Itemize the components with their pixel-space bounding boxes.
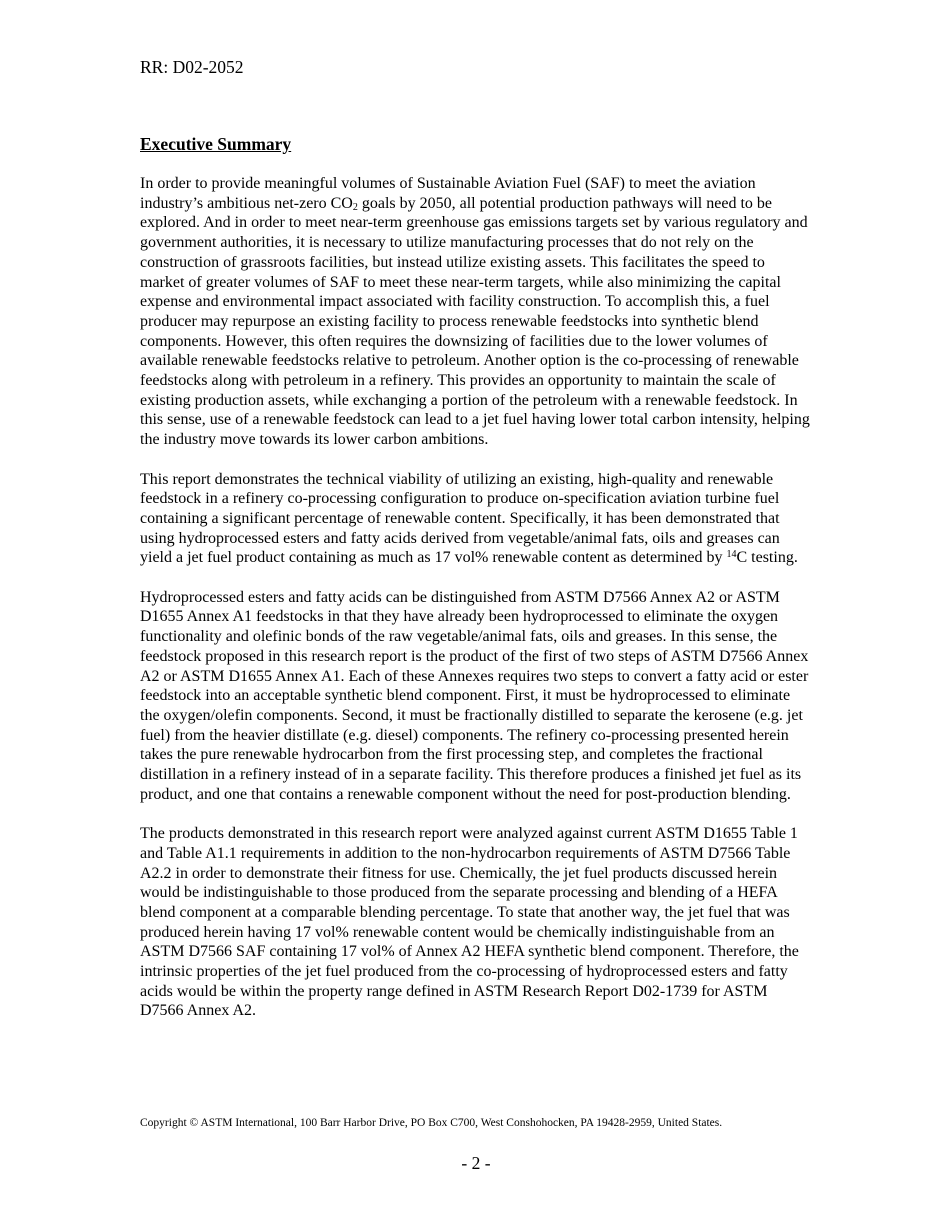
paragraph-1 [140, 174, 812, 450]
page-number: - 2 - [461, 1153, 491, 1173]
co2-subscript: 2 [352, 201, 358, 213]
paragraph-2-text-b: C testing. [736, 549, 798, 567]
paragraph-3: Hydroprocessed esters and fatty acids can be distinguished from ASTM D7566 Annex A2 or ASTM D1655 Annex A1 feedstocks in that they have already been hydroprocessed to eliminate the oxygen functionality and olefinic bonds of the raw vegetable/animal fats, oils and greases. In this sense, the feedstock proposed in this research report is the product of the first of two steps of ASTM D7566 Annex A2 or ASTM D1655 Annex A1. Each of these Annexes requires two steps to convert a fatty acid or ester feedstock into an acceptable synthetic blend component. First, it must be hydroprocessed to eliminate the oxygen/olefin components. Second, it must be fractionally distilled to separate the kerosene (e.g. jet fuel) from the heavier distillate (e.g. diesel) components. The refinery co-processing presented herein takes the pure renewable hydrocarbon from the first processing step, and completes the fractional distillation in a refinery instead of in a separate facility. This therefore produces a finished jet fuel as its product, and one that contains a renewable component without the need for post-production blending. [140, 588, 809, 803]
document-body [140, 174, 812, 1041]
copyright-footer: Copyright © ASTM International, 100 Barr Harbor Drive, PO Box C700, West Conshohocken, PA 19428-2959, United States. [140, 1117, 723, 1129]
paragraph-4: The products demonstrated in this research report were analyzed against current ASTM D1655 Table 1 and Table A1.1 requirements in addition to the non-hydrocarbon requirements of ASTM D7566 Table A2.2 in order to demonstrate their fitness for use. Chemically, the jet fuel products discussed herein would be indistinguishable to those produced from the separate processing and blending of a HEFA blend component at a comparable blending percentage. To state that another way, the jet fuel that was produced herein having 17 vol% renewable content would be chemically indistinguishable from an ASTM D7566 SAF containing 17 vol% of Annex A2 HEFA synthetic blend component. Therefore, the intrinsic properties of the jet fuel produced from the co-processing of hydroprocessed esters and fatty acids would be within the property range defined in ASTM Research Report D02-1739 for ASTM D7566 Annex A2. [140, 825, 799, 1020]
paragraph-1-text-a: In order to provide meaningful volumes of Sustainable Aviation Fuel (SAF) to meet the aviation industry’s ambitious net-zero CO [140, 175, 756, 212]
section-title: Executive Summary [140, 134, 292, 154]
carbon-14-superscript: 14 [726, 549, 737, 561]
paragraph-2-text-a: This report demonstrates the technical viability of utilizing an existing, high-quality and renewable feedstock in a refinery co-processing configuration to produce on-specification aviation turbine fuel containing a significant percentage of renewable content. Specifically, it has been demonstrated that using hydroprocessed esters and fatty acids derived from vegetable/animal fats, oils and greases can yield a jet fuel product containing as much as 17 vol% renewable content as determined by [140, 470, 780, 567]
report-id-header: RR: D02-2052 [140, 57, 244, 77]
paragraph-1-text-b: goals by 2050, all potential production pathways will need to be explored. And in order to meet near-term greenhouse gas emissions targets set by various regulatory and government authorities, it is necessary to utilize manufacturing processes that do not rely on the construction of grassroots facilities, but instead utilize existing assets. This facilitates the speed to market of greater volumes of SAF to meet these near-term targets, while also minimizing the capital expense and environmental impact associated with facility construction. To accomplish this, a fuel producer may repurpose an existing facility to process renewable feedstocks into synthetic blend components. However, this often requires the downsizing of facilities due to the lower volumes of available renewable feedstocks relative to petroleum. Another option is the co-processing of renewable feedstocks along with petroleum in a refinery. This provides an opportunity to maintain the scale of existing production assets, while exchanging a portion of the petroleum with a renewable feedstock. In this sense, use of a renewable feedstock can lead to a jet fuel having lower total carbon intensity, helping the industry move towards its lower carbon ambitions. [140, 194, 810, 449]
paragraph-2 [140, 470, 812, 569]
